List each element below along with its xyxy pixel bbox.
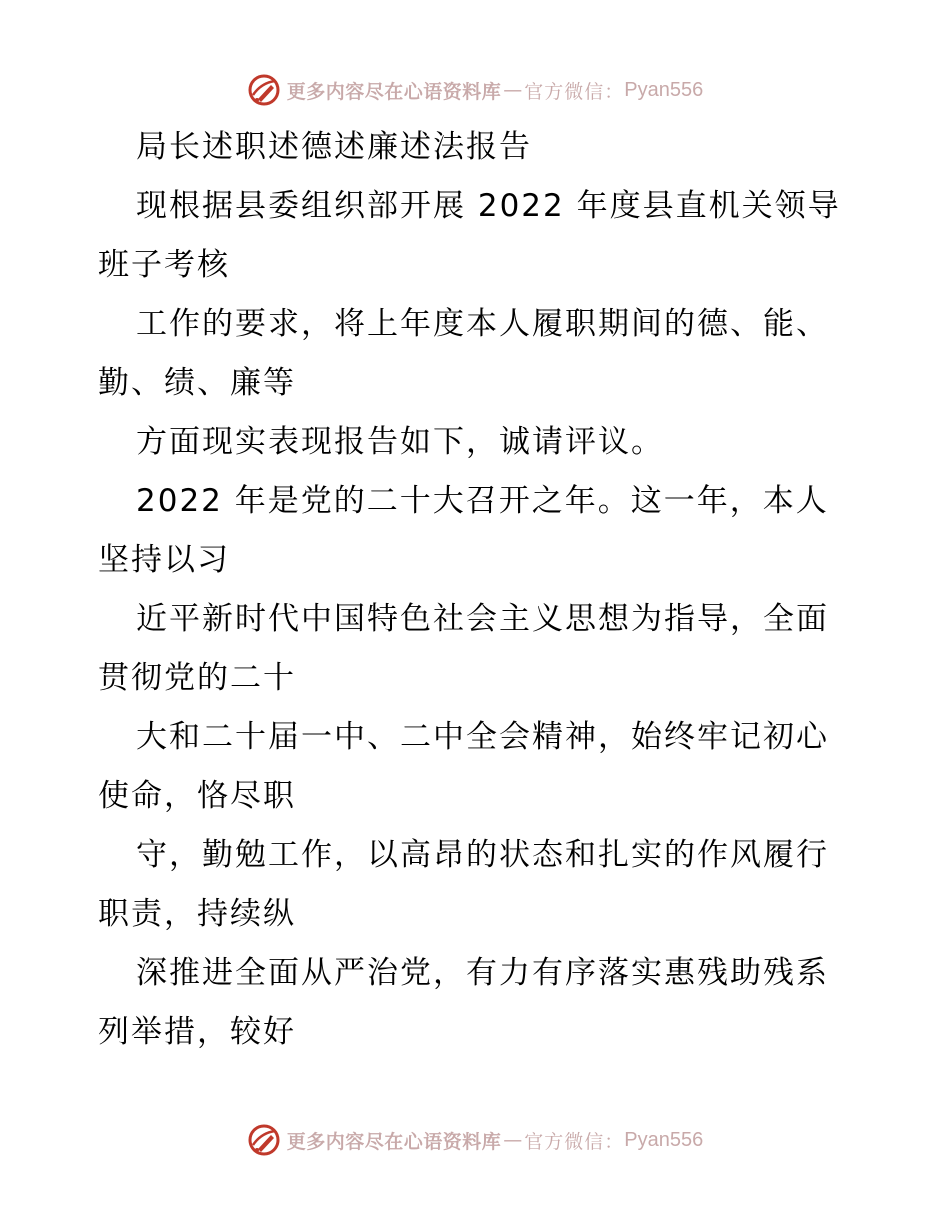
text-line: 现根据县委组织部开展 2022 年度县直机关领导 [136, 188, 841, 224]
text-line: 深推进全面从严治党，有力有序落实惠残助残系 [136, 955, 829, 991]
header-watermark-banner [0, 70, 950, 110]
pen-logo-icon [247, 73, 281, 107]
text-line: 坚持以习 [98, 542, 230, 578]
text-line: 贯彻党的二十 [98, 660, 296, 696]
footer-watermark-banner [0, 1120, 950, 1160]
pen-logo-icon [247, 1123, 281, 1157]
text-line: 工作的要求，将上年度本人履职期间的德、能、 [136, 306, 829, 342]
banner-dash: — [503, 1129, 523, 1151]
text-line: 大和二十届一中、二中全会精神，始终牢记初心 [136, 719, 829, 755]
banner-official-label: 官方微信： [524, 80, 625, 103]
text-line: 守，勤勉工作，以高昂的状态和扎实的作风履行 [136, 837, 829, 873]
banner-site-name: 更多内容尽在心语资料库 [286, 80, 502, 103]
document-body [98, 118, 858, 1062]
banner-wechat-id: Pyan556 [624, 1128, 704, 1151]
banner-wechat-id: Pyan556 [624, 78, 704, 101]
text-line: 列举措，较好 [98, 1014, 296, 1050]
text-line: 2022 年是党的二十大召开之年。这一年，本人 [136, 483, 829, 519]
banner-site-name: 更多内容尽在心语资料库 [286, 1130, 502, 1153]
banner-dash: — [503, 79, 523, 101]
document-title: 局长述职述德述廉述法报告 [136, 129, 532, 165]
text-line: 近平新时代中国特色社会主义思想为指导，全面 [136, 601, 829, 637]
text-line: 勤、绩、廉等 [98, 365, 296, 401]
banner-official-label: 官方微信： [524, 1130, 625, 1153]
text-line: 职责，持续纵 [98, 896, 296, 932]
text-line: 方面现实表现报告如下，诚请评议。 [136, 424, 664, 460]
text-line: 班子考核 [98, 247, 230, 283]
text-line: 使命，恪尽职 [98, 778, 296, 814]
